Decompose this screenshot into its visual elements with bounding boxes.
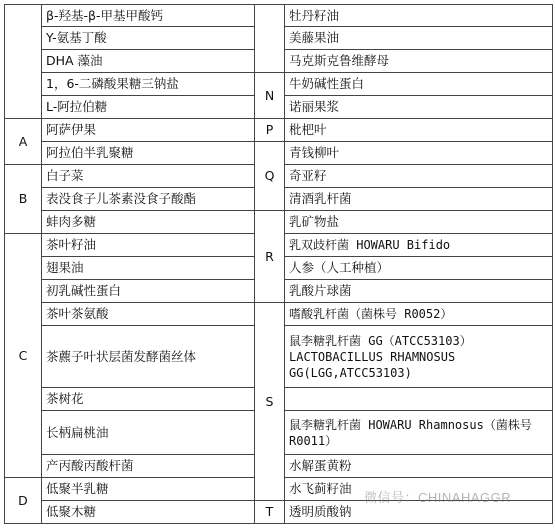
ingredient-cell: 乳矿物盐 [285, 211, 553, 234]
ingredient-cell: Y-氨基丁酸 [42, 27, 255, 50]
ingredient-cell: 白子菜 [42, 165, 255, 188]
ingredient-cell: 表没食子儿茶素没食子酸酯 [42, 188, 255, 211]
ingredient-cell: 产丙酸丙酸杆菌 [42, 455, 255, 478]
ingredient-table [4, 4, 553, 524]
ingredient-cell: 茶叶籽油 [42, 234, 255, 257]
ingredient-cell [285, 388, 553, 411]
group-letter [255, 5, 285, 73]
ingredient-cell: 鼠李糖乳杆菌 HOWARU Rhamnosus（菌株号 R0011） [285, 411, 553, 455]
ingredient-cell: 低聚木糖 [42, 501, 255, 524]
group-letter: A [5, 119, 42, 165]
ingredient-cell: 奇亚籽 [285, 165, 553, 188]
ingredient-cell: 清酒乳杆菌 [285, 188, 553, 211]
ingredient-cell: 茶藨子叶状层菌发酵菌丝体 [42, 326, 255, 388]
ingredient-cell: 嗜酸乳杆菌（菌株号 R0052） [285, 303, 553, 326]
ingredient-cell: L-阿拉伯糖 [42, 96, 255, 119]
group-letter: B [5, 165, 42, 234]
ingredient-cell: β-羟基-β-甲基甲酸钙 [42, 5, 255, 27]
watermark-text: 微信号：CHINAHAGGR [364, 490, 512, 505]
ingredient-cell: 长柄扁桃油 [42, 411, 255, 455]
group-letter: C [5, 234, 42, 478]
ingredient-cell: 蚌肉多糖 [42, 211, 255, 234]
group-letter: D [5, 478, 42, 524]
ingredient-cell: 透明质酸钠 [285, 501, 553, 524]
ingredient-cell: 乳酸片球菌 [285, 280, 553, 303]
ingredient-cell: 茶叶茶氨酸 [42, 303, 255, 326]
ingredient-cell: 诺丽果浆 [285, 96, 553, 119]
ingredient-cell: 初乳碱性蛋白 [42, 280, 255, 303]
ingredient-cell: 阿拉伯半乳聚糖 [42, 142, 255, 165]
ingredient-cell: 乳双歧杆菌 HOWARU Bifido [285, 234, 553, 257]
ingredient-cell: 低聚半乳糖 [42, 478, 255, 501]
group-letter: T [255, 501, 285, 524]
ingredient-cell: 1，6-二磷酸果糖三钠盐 [42, 73, 255, 96]
group-letter: Q [255, 142, 285, 211]
group-letter [5, 5, 42, 119]
ingredient-cell: 马克斯克鲁维酵母 [285, 50, 553, 73]
ingredient-cell: 水解蛋黄粉 [285, 455, 553, 478]
ingredient-cell: 茶树花 [42, 388, 255, 411]
ingredient-cell: 水飞蓟籽油 [285, 478, 553, 501]
ingredient-cell: 牛奶碱性蛋白 [285, 73, 553, 96]
group-letter: P [255, 119, 285, 142]
group-letter: N [255, 73, 285, 119]
group-letter: R [255, 211, 285, 303]
ingredient-cell: DHA 藻油 [42, 50, 255, 73]
ingredient-cell: 鼠李糖乳杆菌 GG（ATCC53103） LACTOBACILLUS RHAMNOSUS GG(LGG,ATCC53103) [285, 326, 553, 388]
ingredient-cell: 人参（人工种植） [285, 257, 553, 280]
ingredient-cell: 青钱柳叶 [285, 142, 553, 165]
group-letter: S [255, 303, 285, 501]
ingredient-cell: 美藤果油 [285, 27, 553, 50]
ingredient-cell: 翅果油 [42, 257, 255, 280]
ingredient-cell: 牡丹籽油 [285, 5, 553, 27]
ingredient-cell: 阿萨伊果 [42, 119, 255, 142]
ingredient-cell: 枇杷叶 [285, 119, 553, 142]
